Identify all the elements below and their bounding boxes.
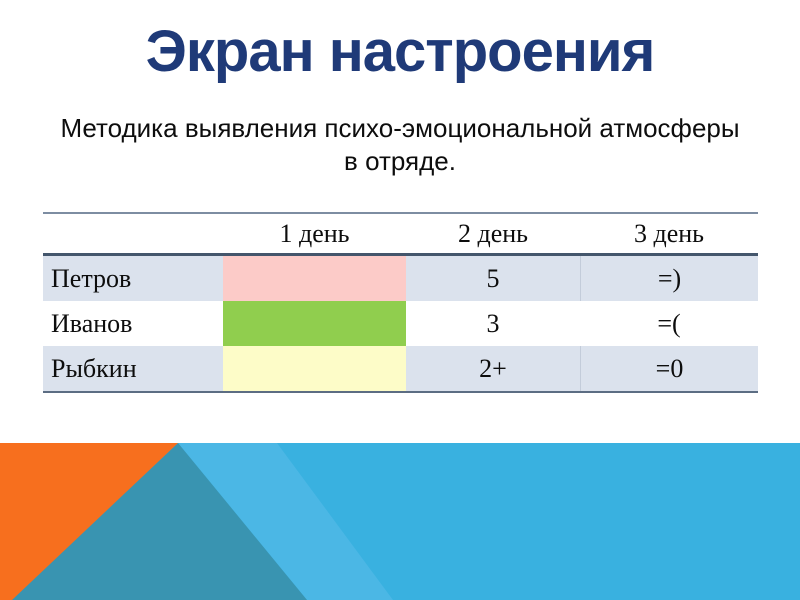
mood-color-swatch — [223, 256, 406, 301]
header-cell-empty — [43, 214, 223, 253]
mood-color-swatch — [223, 346, 406, 391]
mood-table — [43, 212, 758, 393]
table-row — [43, 301, 758, 346]
subtitle-line-2: в отряде. — [344, 146, 456, 176]
subtitle — [0, 112, 800, 178]
table-row — [43, 346, 758, 391]
day3-value: =( — [657, 308, 681, 338]
day2-value: 5 — [486, 263, 500, 293]
day2-value: 3 — [486, 308, 500, 338]
mood-cell — [223, 256, 406, 301]
mood-cell — [223, 346, 406, 391]
table-header-row — [43, 214, 758, 256]
bottom-decoration — [0, 443, 800, 600]
page-title: Экран настроения — [145, 19, 655, 84]
subtitle-line-1: Методика выявления психо-эмоциональной атмосферы — [60, 113, 740, 143]
mood-color-swatch — [223, 301, 406, 346]
header-cell-day3: 3 день — [633, 218, 705, 248]
row-name: Петров — [51, 263, 132, 293]
mood-cell — [223, 301, 406, 346]
day3-value: =0 — [580, 346, 758, 391]
header-cell-day1: 1 день — [279, 218, 350, 248]
day2-value: 2+ — [479, 353, 507, 383]
row-name: Рыбкин — [51, 353, 137, 383]
row-name: Иванов — [51, 308, 133, 338]
header-cell-day2: 2 день — [457, 218, 529, 248]
day3-value: =) — [580, 256, 758, 301]
table-row — [43, 256, 758, 301]
